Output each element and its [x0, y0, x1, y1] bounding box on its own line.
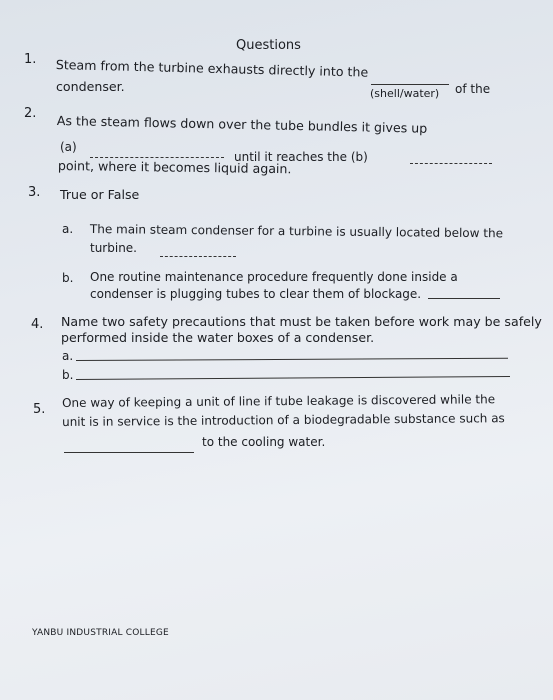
q4-text-line1: Name two safety precautions that must be taken before work may be safely [61, 314, 542, 329]
q2-b-answer-blank[interactable] [410, 163, 492, 164]
q5-number: 5. [33, 402, 46, 417]
q1-text-line1: Steam from the turbine exhausts directly into the [55, 57, 369, 80]
college-footer: YANBU INDUSTRIAL COLLEGE [32, 628, 169, 638]
q2-number: 2. [24, 106, 37, 121]
q2-text-until: until it reaches the (b) [234, 150, 368, 164]
q3-b-text-line1: One routine maintenance procedure frequently done inside a [90, 270, 458, 284]
q3-text-line1: True or False [60, 187, 140, 202]
q1-number: 1. [24, 52, 37, 67]
q4-a-label: a. [62, 349, 74, 363]
q5-text-line2: unit is in service is the introduction of a biodegradable substance such as [62, 411, 505, 429]
q5-text-line1: One way of keeping a unit of line if tube leakage is discovered while the [62, 392, 496, 410]
q4-number: 4. [31, 317, 44, 332]
q1-text-of-the: of the [455, 82, 491, 96]
q3-a-text-line1: The main steam condenser for a turbine is usually located below the [89, 222, 504, 241]
q3-b-label: b. [62, 271, 74, 285]
q5-answer-blank[interactable] [64, 452, 194, 453]
q5-text-line3: to the cooling water. [202, 435, 326, 449]
q2-a-label: (a) [60, 140, 77, 154]
q4-a-answer-line[interactable] [76, 358, 508, 361]
q2-text-line1: As the steam flows down over the tube bundles it gives up [56, 113, 428, 136]
q3-a-answer-blank[interactable] [160, 256, 236, 257]
q4-text-line2: performed inside the water boxes of a condenser. [61, 330, 375, 345]
page-title: Questions [236, 38, 301, 53]
q3-b-text-line2: condenser is plugging tubes to clear them of blockage. [90, 287, 422, 301]
q1-text-line2: condenser. [56, 79, 125, 94]
q3-number: 3. [28, 185, 41, 200]
q1-answer-blank[interactable] [371, 84, 449, 85]
q3-a-text-line2: turbine. [90, 241, 137, 255]
q2-text-line3: point, where it becomes liquid again. [57, 158, 292, 177]
q3-b-answer-blank[interactable] [428, 298, 500, 299]
q1-option-shell-water: (shell/water) [370, 87, 440, 100]
q4-b-answer-line[interactable] [76, 376, 510, 380]
q3-a-label: a. [62, 222, 74, 236]
q4-b-label: b. [62, 368, 74, 382]
